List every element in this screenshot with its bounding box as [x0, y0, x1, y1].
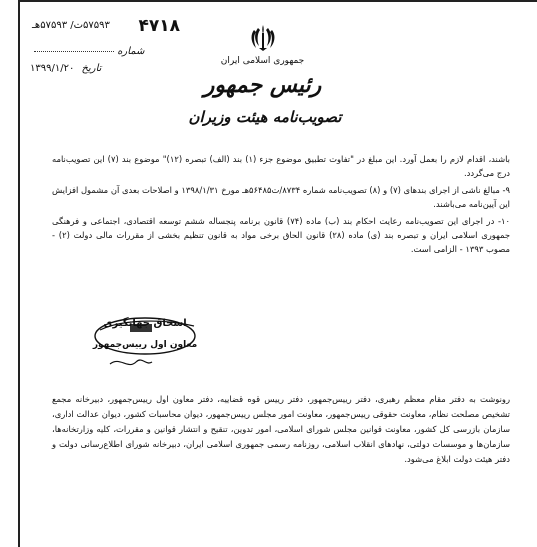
- number-dots: [34, 51, 114, 52]
- decree-body: [52, 152, 510, 259]
- frame-border-top: [18, 0, 537, 2]
- republic-title: جمهوری اسلامی ایران: [220, 56, 305, 66]
- date-label: تاریخ: [81, 63, 102, 74]
- iran-emblem-icon: [248, 22, 278, 52]
- paragraph-9: ۹- مبالغ ناشی از اجرای بندهای (۷) و (۸) تصویب‌نامه شماره ۸۷۳۴/ت۵۶۴۸۵هـ مورخ ۱۳۹۸/۱/۳۱ و اصلاحات بعدی آن مشمول افزایش این آیین‌نامه می‌باشند.: [52, 185, 510, 209]
- number-line: [30, 46, 144, 60]
- letter-number: [30, 16, 180, 38]
- letter-number-ref: ۵۷۵۹۳ت/ ۵۷۵۹۳هـ: [32, 20, 110, 31]
- cabinet-title: تصویب‌نامه هیئت وزیران: [188, 108, 342, 126]
- paragraph-10: ۱۰- در اجرای این تصویب‌نامه رعایت احکام بند (ب) ماده (۷۴) قانون برنامه پنجساله ششم توسعه اقتصادی، اجتماعی و فرهنگی جمهوری اسلامی ایران و تبصره بند (ی) ماده (۲۸) قانون الحاق برخی مواد به قانون تنظیم بخشی از مقررات مالی دولت (۲) - مصوب ۱۳۹۳ - الزامی است.: [52, 216, 511, 254]
- date-value: ۱۳۹۹/۱/۲۰: [30, 63, 75, 74]
- letter-number-main: ۴۷۱۸: [138, 16, 180, 36]
- date-line: [30, 63, 101, 77]
- number-label: شماره: [117, 46, 145, 57]
- frame-border-left: [18, 0, 20, 547]
- president-title: رئیس جمهور: [203, 72, 322, 98]
- distribution-list: [52, 392, 510, 470]
- signatory-title: معاون اول رییس‌جمهور: [92, 340, 198, 350]
- signatory-name: اسحاق جهانگیری: [103, 318, 187, 329]
- paragraph-continuation: باشند، اقدام لازم را بعمل آورد. این مبلغ در "تفاوت تطبیق موضوع جزء (۱) بند (الف) تبصره (۱۲)" موضوع بند (۷) این تصویب‌نامه درج می‌گردد.: [52, 154, 510, 178]
- distribution-text: رونوشت به دفتر مقام معظم رهبری، دفتر رییس‌جمهور، دفتر رییس قوه قضاییه، دفتر معاون اول رییس‌جمهور، دبیرخانه مجمع تشخیص مصلحت نظام، معاونت حقوقی رییس‌جمهور، معاونت امور مجلس رییس‌جمهور، دیوان محاسبات کشور، دیوان عدالت اداری، سازمان بازرسی کل کشور، معاونت قوانین مجلس شورای اسلامی، امور تدوین، تنقیح و انتشار قوانین و مقررات، کلیه وزارتخانه‌ها، سازمان‌ها و موسسات دولتی، نهادهای انقلاب اسلامی، روزنامه رسمی جمهوری اسلامی ایران، دبیرخانه شورای اطلاع‌رسانی دولت و دفتر هیئت دولت ابلاغ می‌شود.: [52, 394, 510, 464]
